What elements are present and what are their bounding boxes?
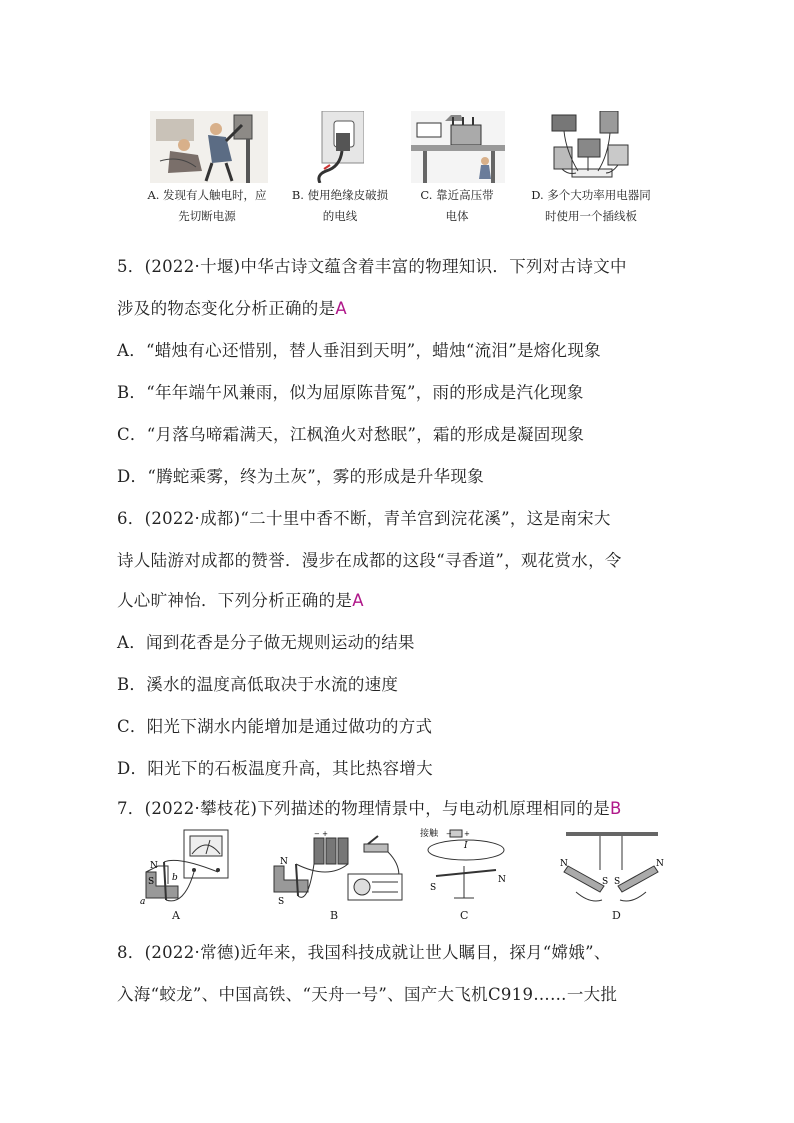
fig-d-label-s-left: S xyxy=(602,877,609,887)
fig-c-label-s: S xyxy=(430,883,437,893)
svg-text:− +: − + xyxy=(314,830,328,838)
fig-a-label-b: b xyxy=(172,873,178,883)
fig-a-label-n: N xyxy=(150,861,158,871)
question-8-line-1: 8．(2022·常德)近年来，我国科技成就让世人瞩目，探月“嫦娥”、 xyxy=(117,943,611,962)
svg-text:−: − xyxy=(446,830,452,838)
fig-d-label-s-right: S xyxy=(614,877,621,887)
figure-c-high-voltage xyxy=(411,111,505,183)
caption-c: C. 靠近高压带 电体 xyxy=(420,188,494,223)
caption-a: A. 发现有人触电时，应 先切断电源 xyxy=(147,188,267,223)
question-7-answer: B xyxy=(610,799,622,818)
question-5-option-b: B．“年年端午风兼雨，似为屈原陈昔冤”，雨的形成是汽化现象 xyxy=(117,383,584,402)
question-5-line-2 xyxy=(117,295,347,319)
question-5-stem-end: 涉及的物态变化分析正确的是 xyxy=(117,299,336,318)
fig-a-label-s: S xyxy=(148,877,155,887)
question-7-line-1 xyxy=(117,795,622,819)
figure-7d-label: D xyxy=(612,909,621,922)
figure-7c-label: C xyxy=(460,909,469,922)
svg-text:+: + xyxy=(464,830,470,838)
question-6-line-2: 诗人陆游对成都的赞誉．漫步在成都的这段“寻香道”，观花赏水，令 xyxy=(117,551,622,570)
question-6-line-3 xyxy=(117,587,364,611)
figure-7b-motor xyxy=(268,826,408,908)
question-7-stem: 7．(2022·攀枝花)下列描述的物理情景中，与电动机原理相同的是 xyxy=(117,799,611,818)
question-5-option-a: A．“蜡烛有心还惜别，替人垂泪到天明”，蜡烛“流泪”是熔化现象 xyxy=(117,341,601,360)
question-6-answer: A xyxy=(352,591,364,610)
fig-c-label-contact: 接触 xyxy=(420,829,439,839)
fig-b-label-n: N xyxy=(280,857,288,867)
figure-7b-label: B xyxy=(330,909,339,922)
question-6-option-d: D．阳光下的石板温度升高，其比热容增大 xyxy=(117,759,433,778)
caption-d: D. 多个大功率用电器同 时使用一个插线板 xyxy=(531,188,651,223)
question-8-line-2: 入海“蛟龙”、中国高铁、“天舟一号”、国产大飞机C919……一大批 xyxy=(117,985,618,1004)
question-6-line-1: 6．(2022·成都)“二十里中香不断，青羊宫到浣花溪”，这是南宋大 xyxy=(117,509,611,528)
question-6-stem-end: 人心旷神怡．下列分析正确的是 xyxy=(117,591,353,610)
figure-d-power-strip xyxy=(548,111,632,183)
fig-c-label-current: I xyxy=(464,841,468,851)
fig-a-label-a: a xyxy=(140,897,146,907)
figure-7d-magnets xyxy=(556,826,666,908)
fig-b-label-s: S xyxy=(278,897,285,907)
question-5-answer: A xyxy=(335,299,347,318)
fig-d-label-n-left: N xyxy=(560,859,568,869)
figure-7a-generator xyxy=(138,826,234,908)
fig-d-label-n-right: N xyxy=(656,859,664,869)
figure-7a-label: A xyxy=(172,909,180,922)
question-6-option-b: B．溪水的温度高低取决于水流的速度 xyxy=(117,675,399,694)
question-5-option-d: D．“腾蛇乘雾，终为土灰”，雾的形成是升华现象 xyxy=(117,467,484,486)
figure-b-broken-wire xyxy=(312,111,364,183)
question-6-option-c: C．阳光下湖水内能增加是通过做功的方式 xyxy=(117,717,433,736)
fig-c-label-n: N xyxy=(498,875,506,885)
question-6-option-a: A．闻到花香是分子做无规则运动的结果 xyxy=(117,633,415,652)
question-5-option-c: C．“月落乌啼霜满天，江枫渔火对愁眠”，霜的形成是凝固现象 xyxy=(117,425,585,444)
figure-7c-oersted xyxy=(418,826,514,908)
figure-a-electric-shock xyxy=(150,111,268,183)
caption-b: B. 使用绝缘皮破损 的电线 xyxy=(291,188,389,223)
question-5-line-1: 5．(2022·十堰)中华古诗文蕴含着丰富的物理知识．下列对古诗文中 xyxy=(117,257,627,276)
